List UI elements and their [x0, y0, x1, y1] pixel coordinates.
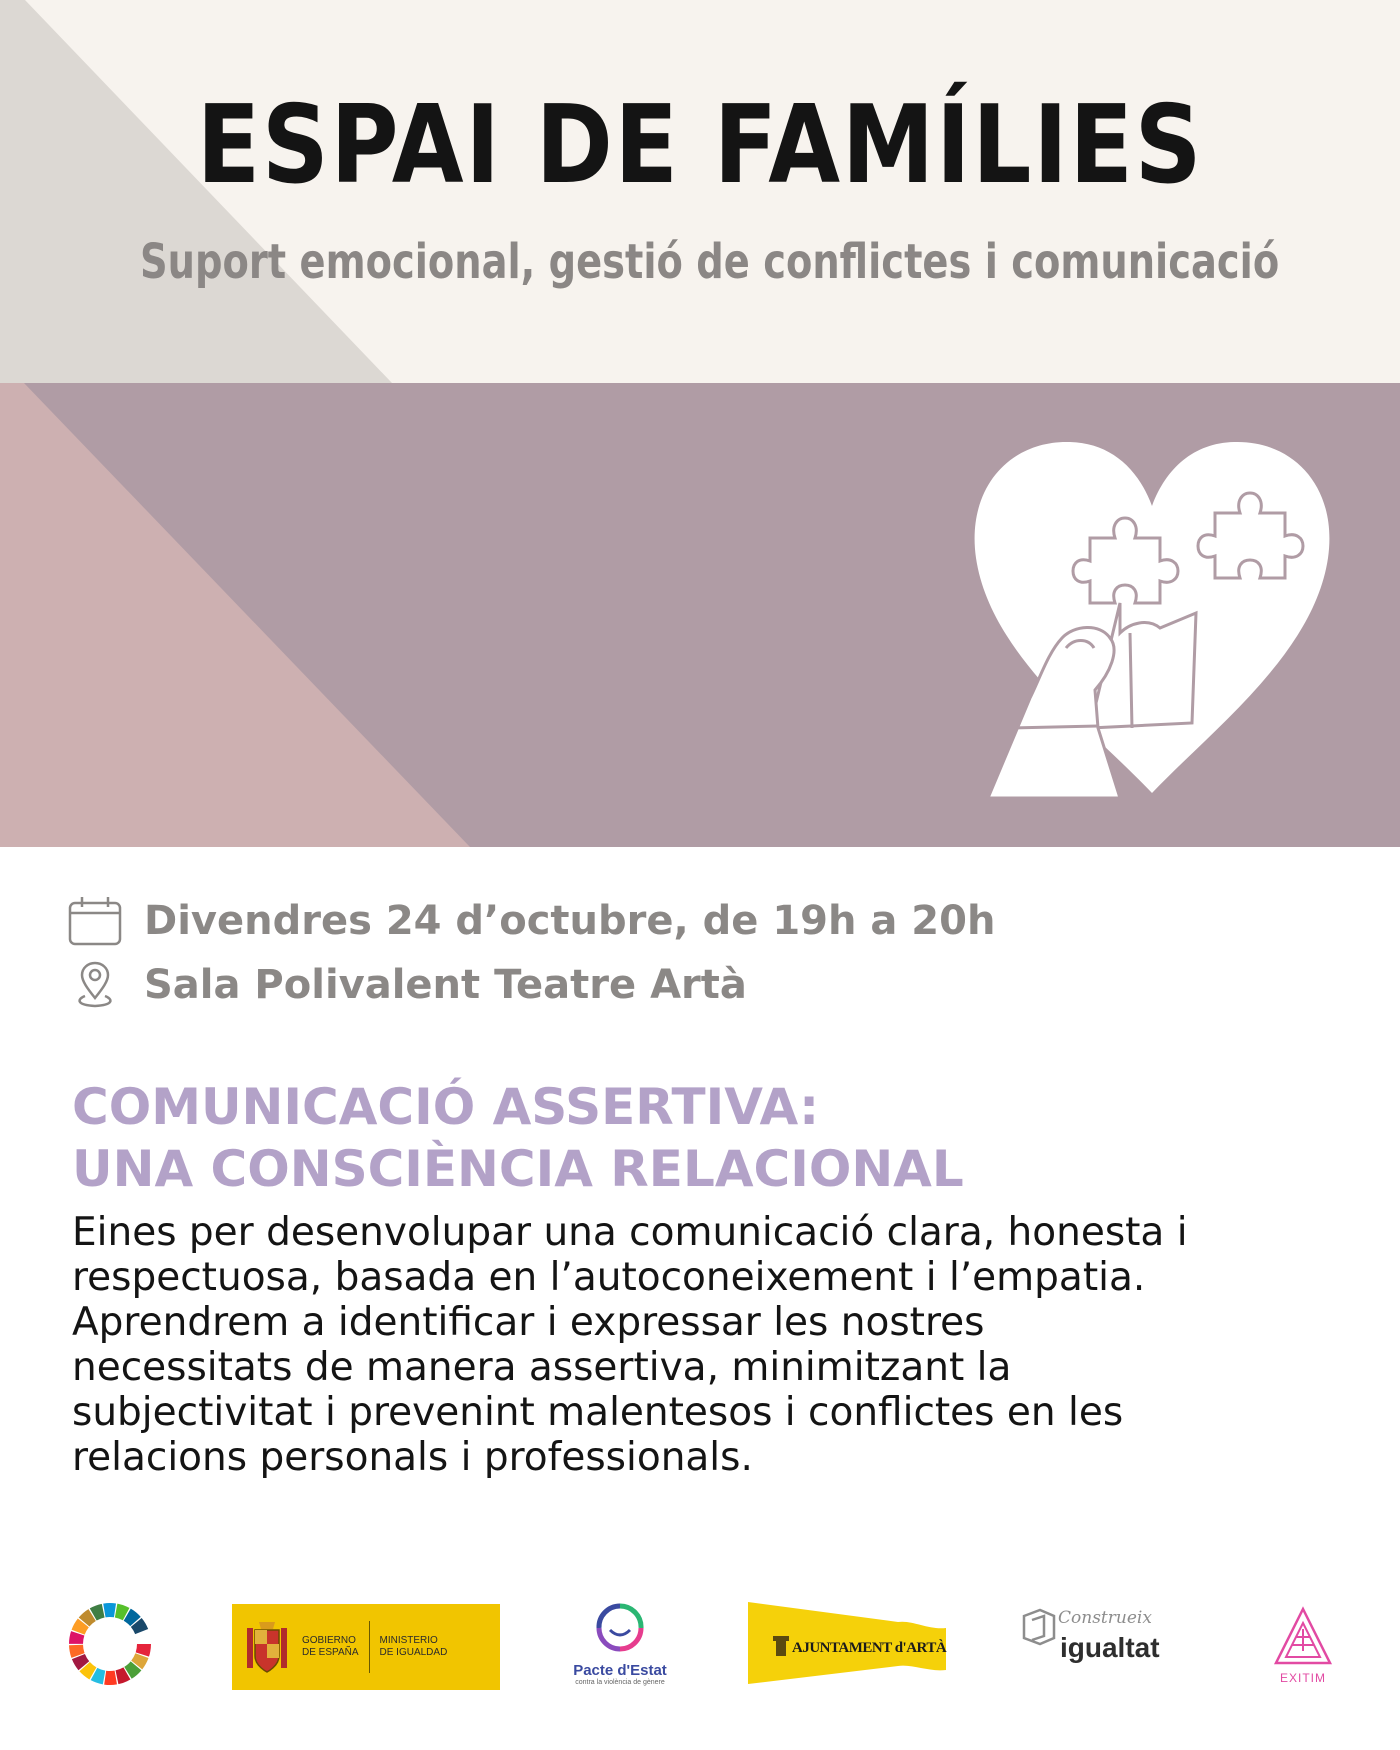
page-title: ESPAI DE FAMÍLIES	[196, 83, 1204, 208]
exitim-name: EXITIM	[1279, 1671, 1326, 1685]
igualtat-mark-icon	[1020, 1608, 1058, 1648]
ministerio-text	[380, 1635, 448, 1659]
ajuntament-arta-logo	[748, 1600, 948, 1690]
gobierno-line: DE ESPAÑA	[302, 1647, 359, 1658]
heart-puzzle-hand-icon	[970, 428, 1350, 808]
session-description	[72, 1210, 1362, 1480]
gobierno-divider	[369, 1621, 370, 1673]
pacte-name: Pacte d'Estat	[573, 1662, 667, 1679]
calendar-icon	[64, 895, 126, 947]
construeix-igualtat-logo	[1020, 1608, 1160, 1663]
ajuntament-name: AJUNTAMENT d'ARTÀ	[792, 1640, 947, 1656]
pacte-smile-icon	[585, 1598, 655, 1656]
description-line: relacions personals i professionals.	[72, 1435, 753, 1480]
igualtat-script: Construeix	[1058, 1608, 1152, 1628]
ministerio-line: DE IGUALDAD	[379, 1647, 448, 1658]
gobierno-line: GOBIERNO	[302, 1635, 356, 1646]
illustration-band	[0, 383, 1400, 847]
coat-of-arms-icon	[232, 1618, 302, 1676]
exitim-triangle-icon	[1272, 1605, 1334, 1669]
location-pin-icon	[64, 960, 126, 1010]
header-banner	[0, 0, 1400, 383]
exitim-logo	[1270, 1605, 1336, 1685]
gobierno-espana-logo	[232, 1604, 500, 1690]
description-line: subjectivitat i prevenint malentesos i conflictes en les	[72, 1390, 1124, 1435]
event-date: Divendres 24 d’octubre, de 19h a 20h	[144, 898, 996, 944]
page-subtitle: Suport emocional, gestió de conflictes i comunicació	[140, 234, 1280, 290]
session-title-line: UNA CONSCIÈNCIA RELACIONAL	[72, 1140, 964, 1198]
session-title	[72, 1076, 964, 1200]
pacte-tagline: contra la violència de gènere	[575, 1679, 665, 1686]
description-line: necessitats de manera assertiva, minimitzant la	[72, 1345, 1012, 1390]
description-line: Eines per desenvolupar una comunicació clara, honesta i	[72, 1210, 1188, 1255]
igualtat-word: igualtat	[1060, 1632, 1160, 1663]
description-line: Aprendrem a identificar i expressar les nostres	[72, 1300, 985, 1345]
sdg-wheel-logo	[66, 1600, 154, 1692]
event-location-row	[64, 960, 747, 1010]
description-line: respectuosa, basada en l’autoconeixement i l’empatia.	[72, 1255, 1146, 1300]
band-pink-triangle	[0, 383, 480, 847]
pacte-estat-logo	[560, 1598, 680, 1686]
event-location: Sala Polivalent Teatre Artà	[144, 962, 747, 1008]
session-title-line: COMUNICACIÓ ASSERTIVA:	[72, 1078, 820, 1136]
ministerio-line: MINISTERIO	[379, 1635, 438, 1646]
gobierno-text	[302, 1635, 359, 1659]
event-date-row	[64, 895, 995, 947]
